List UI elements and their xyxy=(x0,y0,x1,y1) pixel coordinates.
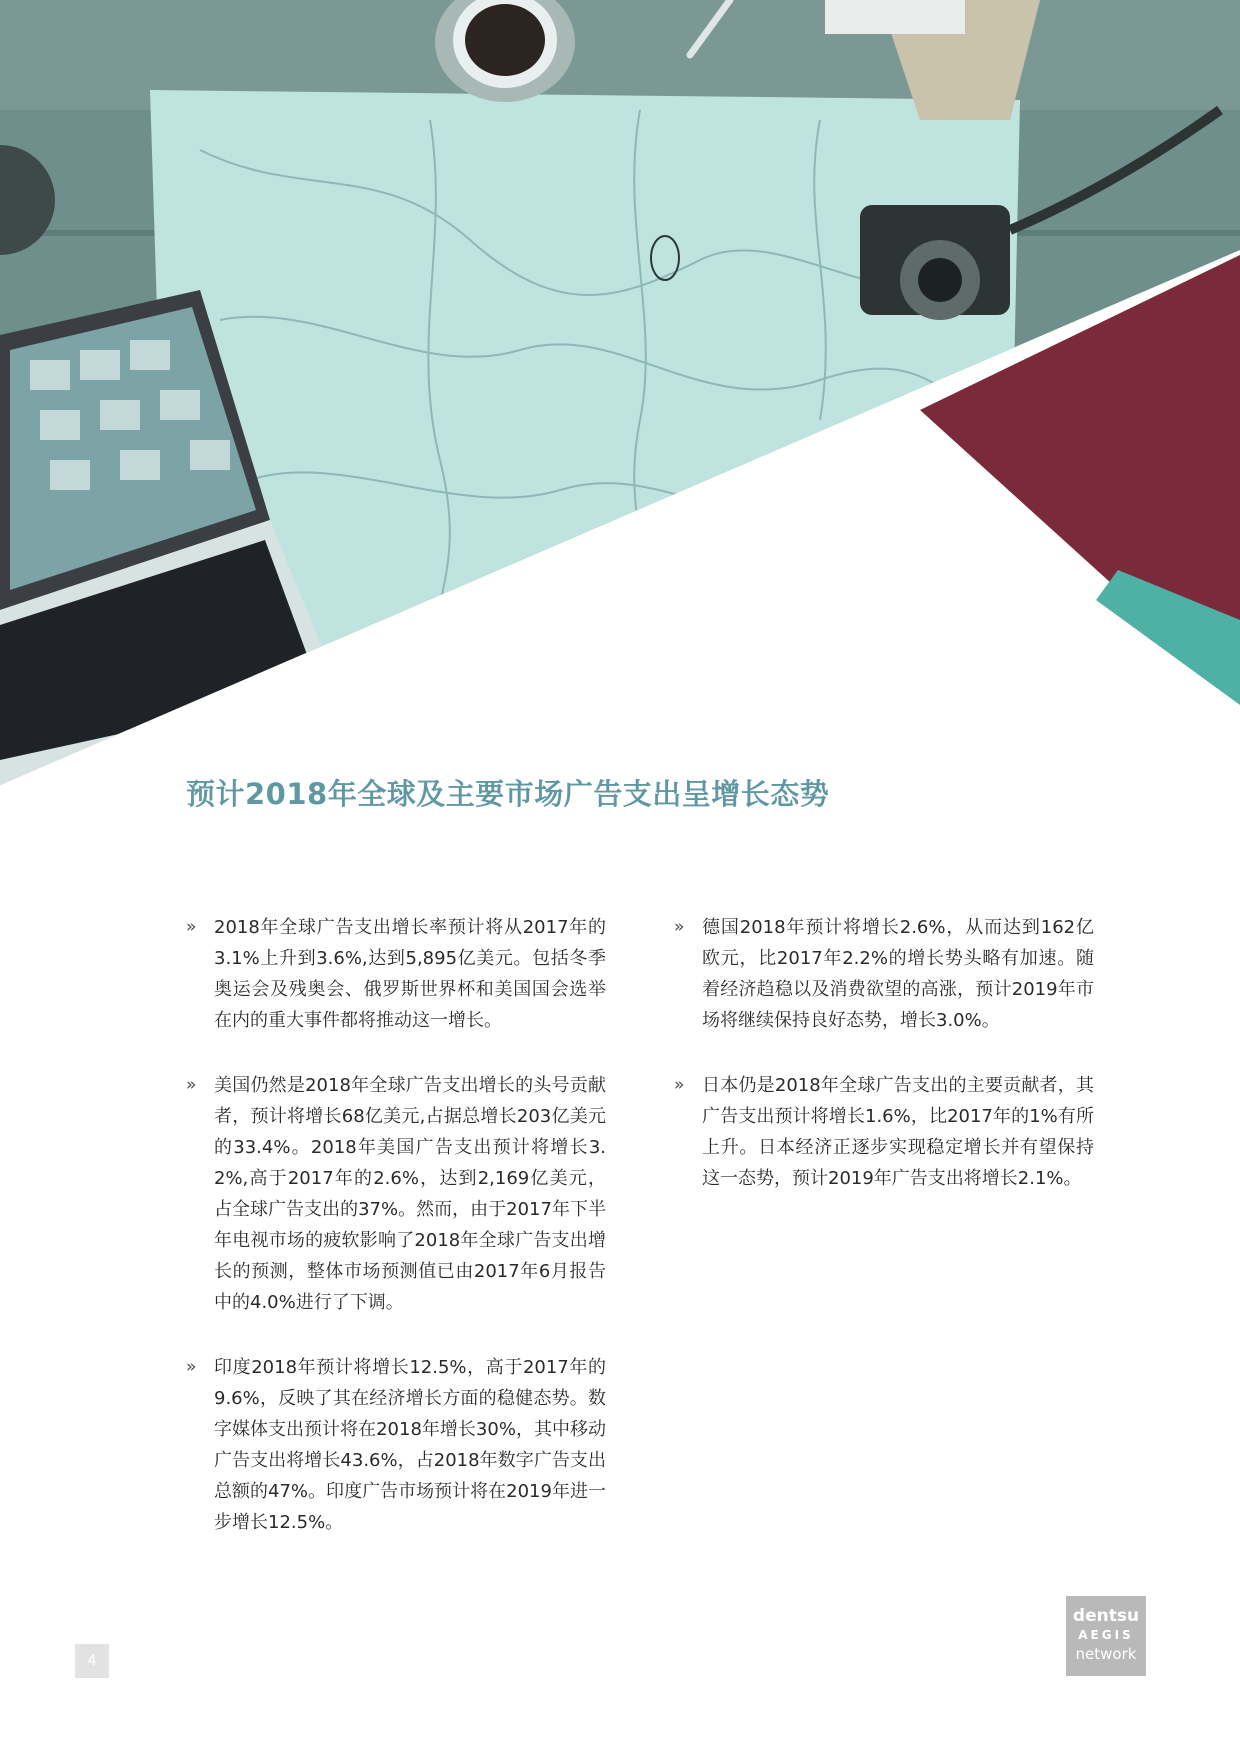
list-item xyxy=(674,1070,1094,1194)
coffee xyxy=(465,4,545,76)
list-item xyxy=(186,912,606,1036)
logo-line-aegis: AEGIS xyxy=(1078,1628,1134,1642)
logo-line-dentsu: dentsu xyxy=(1072,1606,1140,1626)
list-item xyxy=(186,1352,606,1538)
paper-sheet xyxy=(825,0,965,34)
bullet-marker: » xyxy=(674,1075,685,1095)
list-item-text: 日本仍是2018年全球广告支出的主要贡献者，其广告支出预计将增长1.6%，比2017年的1%有所上升。日本经济正逐步实现稳定增长并有望保持这一态势，预计2019年广告支出将增长2.1%。 xyxy=(702,1075,1094,1189)
page-title: 预计2018年全球及主要市场广告支出呈增长态势 xyxy=(186,777,830,811)
list-item-text: 2018年全球广告支出增长率预计将从2017年的3.1%上升到3.6%,达到5,895亿美元。包括冬季奥运会及残奥会、俄罗斯世界杯和美国国会选举在内的重大事件都将推动这一增长。 xyxy=(214,917,606,1031)
list-item-text: 德国2018年预计将增长2.6%，从而达到162亿欧元，比2017年2.2%的增长势头略有加速。随着经济趋稳以及消费欲望的高涨，预计2019年市场将继续保持良好态势，增长3.0%。 xyxy=(702,917,1094,1031)
list-item xyxy=(674,912,1094,1036)
dentsu-aegis-logo xyxy=(1066,1596,1146,1676)
left-column xyxy=(186,912,606,1572)
hero-image xyxy=(0,0,1240,800)
camera-lens-inner xyxy=(918,258,962,302)
bullet-marker: » xyxy=(186,917,197,937)
list-item-text: 美国仍然是2018年全球广告支出增长的头号贡献者，预计将增长68亿美元,占据总增长203亿美元的33.4%。2018年美国广告支出预计将增长3.2%,高于2017年的2.6%，达到2,169亿美元，占全球广告支出的37%。然而，由于2017年下半年电视市场的疲软影响了2018年全球广告支出增长的预测，整体市场预测值已由2017年6月报告中的4.0%进行了下调。 xyxy=(214,1075,606,1313)
list-item-text: 印度2018年预计将增长12.5%，高于2017年的9.6%，反映了其在经济增长方面的稳健态势。数字媒体支出预计将在2018年增长30%，其中移动广告支出将增长43.6%，占2018年数字广告支出总额的47%。印度广告市场预计将在2019年进一步增长12.5%。 xyxy=(214,1357,606,1533)
bullet-marker: » xyxy=(674,917,685,937)
bullet-marker: » xyxy=(186,1357,197,1377)
page-number: 4 xyxy=(75,1644,109,1678)
bullet-marker: » xyxy=(186,1075,197,1095)
hero-illustration xyxy=(0,0,1240,800)
list-item xyxy=(186,1070,606,1318)
logo-line-network: network xyxy=(1075,1645,1137,1663)
right-column xyxy=(674,912,1094,1228)
